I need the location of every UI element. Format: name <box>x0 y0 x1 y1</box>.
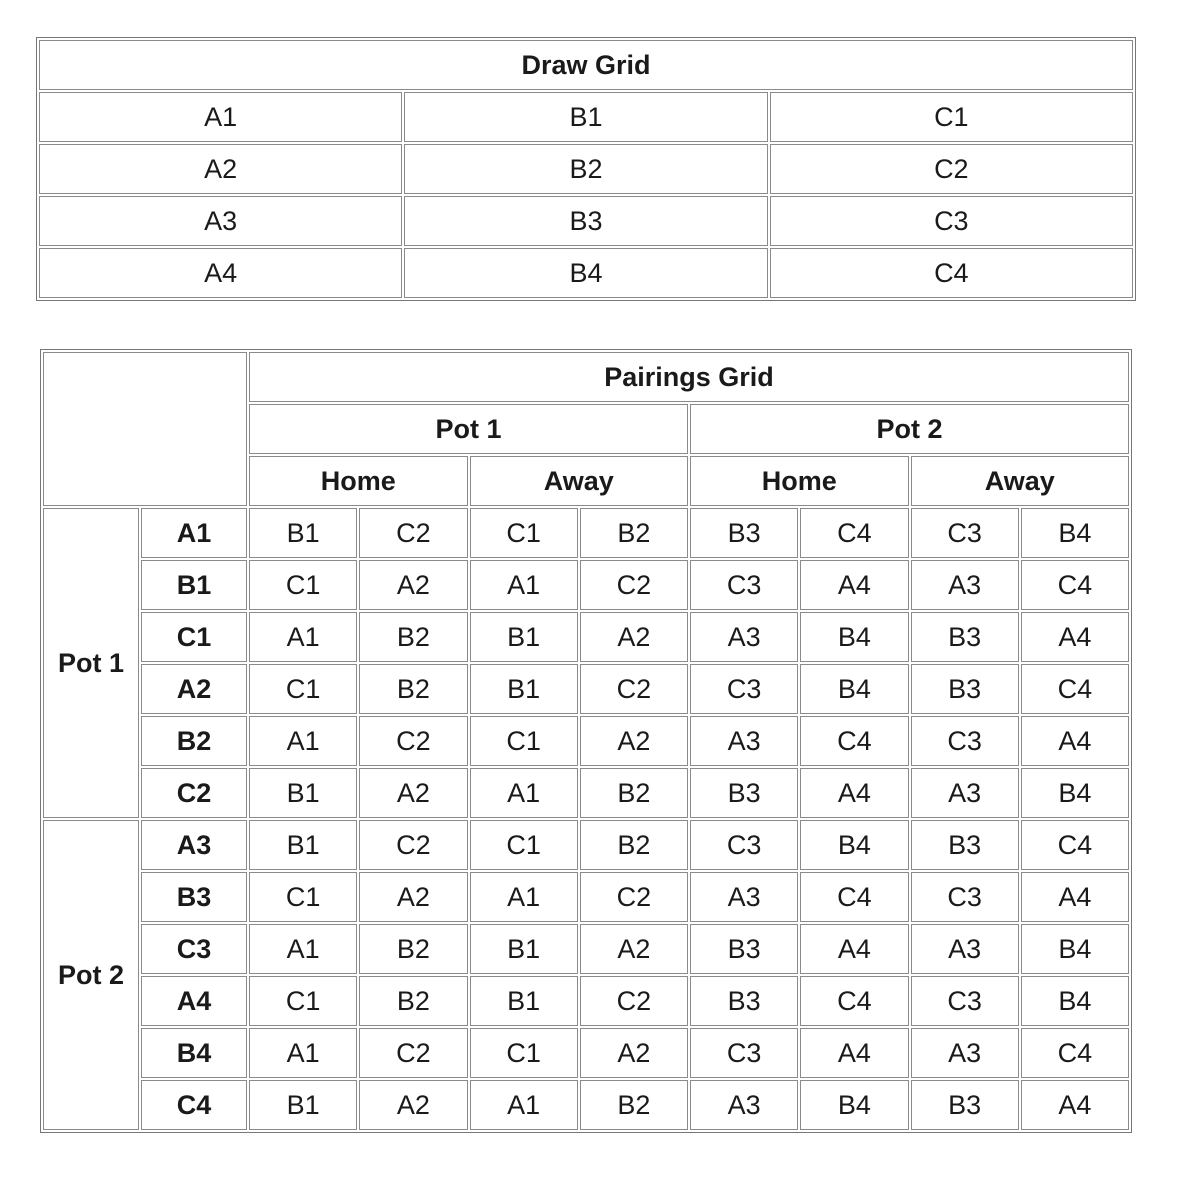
pairing-cell: C2 <box>359 716 467 766</box>
pairing-cell: A4 <box>1021 872 1129 922</box>
pairing-cell: B2 <box>359 612 467 662</box>
pairing-cell: B3 <box>911 664 1019 714</box>
pairing-cell: B2 <box>580 768 688 818</box>
pairing-cell: C4 <box>1021 820 1129 870</box>
draw-grid-row <box>39 196 1133 246</box>
pairing-cell: C3 <box>911 508 1019 558</box>
team-row-header: C4 <box>141 1080 247 1130</box>
pairings-row <box>43 976 1129 1026</box>
team-row-header: C1 <box>141 612 247 662</box>
pairing-cell: B4 <box>800 664 908 714</box>
pairing-cell: C3 <box>690 560 798 610</box>
pairing-cell: C2 <box>359 820 467 870</box>
pairing-cell: A2 <box>580 612 688 662</box>
pairing-cell: C2 <box>359 1028 467 1078</box>
pairing-cell: C1 <box>249 872 357 922</box>
pairing-cell: C4 <box>800 872 908 922</box>
pairing-cell: C3 <box>690 664 798 714</box>
pot-2-home-header: Home <box>690 456 909 506</box>
pairings-row <box>43 768 1129 818</box>
pairing-cell: B1 <box>470 664 578 714</box>
team-row-header: A4 <box>141 976 247 1026</box>
pairing-cell: C1 <box>470 1028 578 1078</box>
pairing-cell: C3 <box>690 820 798 870</box>
pairing-cell: A3 <box>690 872 798 922</box>
pairing-cell: A1 <box>249 716 357 766</box>
pairings-row <box>43 560 1129 610</box>
pairing-cell: B1 <box>249 1080 357 1130</box>
pairing-cell: B4 <box>1021 924 1129 974</box>
pairing-cell: A3 <box>911 1028 1019 1078</box>
draw-grid-title: Draw Grid <box>39 40 1133 90</box>
pairing-cell: C1 <box>470 716 578 766</box>
pairing-cell: B3 <box>911 820 1019 870</box>
pairing-cell: A4 <box>1021 1080 1129 1130</box>
pot-group-label: Pot 1 <box>43 508 139 818</box>
pairing-cell: B2 <box>359 924 467 974</box>
pairing-cell: B2 <box>580 508 688 558</box>
pairing-cell: B1 <box>249 768 357 818</box>
draw-grid-row <box>39 248 1133 298</box>
pairing-cell: A4 <box>1021 716 1129 766</box>
pairing-cell: B4 <box>1021 976 1129 1026</box>
pairing-cell: B2 <box>580 1080 688 1130</box>
pairing-cell: B4 <box>1021 508 1129 558</box>
pairing-cell: A1 <box>470 1080 578 1130</box>
pairing-cell: B1 <box>470 924 578 974</box>
pairing-cell: A3 <box>690 716 798 766</box>
pairings-row <box>43 508 1129 558</box>
pairing-cell: C1 <box>470 820 578 870</box>
draw-grid-cell: A1 <box>39 92 402 142</box>
pairings-row <box>43 1028 1129 1078</box>
pairing-cell: C2 <box>580 872 688 922</box>
team-row-header: B3 <box>141 872 247 922</box>
pairing-cell: B1 <box>470 976 578 1026</box>
pot-1-away-header: Away <box>470 456 689 506</box>
pairing-cell: A3 <box>911 768 1019 818</box>
pairings-grid-table <box>40 349 1132 1133</box>
pairings-row <box>43 716 1129 766</box>
pairing-cell: A1 <box>249 612 357 662</box>
pairing-cell: A3 <box>690 612 798 662</box>
draw-grid-row <box>39 92 1133 142</box>
pairing-cell: B4 <box>800 820 908 870</box>
pairing-cell: C3 <box>690 1028 798 1078</box>
pairing-cell: C2 <box>580 560 688 610</box>
pairing-cell: C1 <box>249 664 357 714</box>
pairing-cell: A2 <box>580 1028 688 1078</box>
pairing-cell: A3 <box>911 924 1019 974</box>
pot-1-header: Pot 1 <box>249 404 688 454</box>
pairing-cell: C3 <box>911 716 1019 766</box>
pairings-row <box>43 820 1129 870</box>
pairing-cell: A3 <box>690 1080 798 1130</box>
pairing-cell: A4 <box>800 1028 908 1078</box>
pairing-cell: A4 <box>1021 612 1129 662</box>
pairings-row <box>43 612 1129 662</box>
pairing-cell: B1 <box>470 612 578 662</box>
pairing-cell: C4 <box>800 976 908 1026</box>
team-row-header: C2 <box>141 768 247 818</box>
draw-grid-cell: A2 <box>39 144 402 194</box>
pairings-grid-title: Pairings Grid <box>249 352 1129 402</box>
pairing-cell: A2 <box>359 768 467 818</box>
pairing-cell: C3 <box>911 976 1019 1026</box>
pairing-cell: A2 <box>580 924 688 974</box>
draw-grid-row <box>39 144 1133 194</box>
team-row-header: B1 <box>141 560 247 610</box>
pairing-cell: B2 <box>359 664 467 714</box>
pairing-cell: B4 <box>1021 768 1129 818</box>
draw-grid-cell: A4 <box>39 248 402 298</box>
pairing-cell: C3 <box>911 872 1019 922</box>
pairing-cell: B3 <box>911 612 1019 662</box>
pairing-cell: A2 <box>580 716 688 766</box>
draw-grid-cell: C2 <box>770 144 1133 194</box>
team-row-header: A3 <box>141 820 247 870</box>
pairing-cell: A2 <box>359 560 467 610</box>
pairings-row <box>43 664 1129 714</box>
pairing-cell: A1 <box>249 924 357 974</box>
pairing-cell: C1 <box>249 560 357 610</box>
draw-grid-table <box>36 37 1136 301</box>
draw-grid-cell: C1 <box>770 92 1133 142</box>
pairing-cell: A4 <box>800 560 908 610</box>
draw-grid-cell: C3 <box>770 196 1133 246</box>
pairing-cell: C2 <box>580 664 688 714</box>
draw-grid-cell: B1 <box>404 92 767 142</box>
pairing-cell: A1 <box>470 872 578 922</box>
pairing-cell: A4 <box>800 768 908 818</box>
pairing-cell: B2 <box>580 820 688 870</box>
team-row-header: B4 <box>141 1028 247 1078</box>
pairing-cell: B1 <box>249 508 357 558</box>
team-row-header: A1 <box>141 508 247 558</box>
pairing-cell: A2 <box>359 1080 467 1130</box>
pairing-cell: B4 <box>800 1080 908 1130</box>
pairings-row <box>43 924 1129 974</box>
pairing-cell: A1 <box>470 560 578 610</box>
pairing-cell: C1 <box>249 976 357 1026</box>
pairing-cell: C4 <box>1021 664 1129 714</box>
pot-2-header: Pot 2 <box>690 404 1129 454</box>
pairing-cell: A3 <box>911 560 1019 610</box>
pairing-cell: A4 <box>800 924 908 974</box>
pairing-cell: C2 <box>359 508 467 558</box>
pairing-cell: B3 <box>690 924 798 974</box>
pot-group-label: Pot 2 <box>43 820 139 1130</box>
pairing-cell: A1 <box>470 768 578 818</box>
pairing-cell: C2 <box>580 976 688 1026</box>
draw-grid-cell: A3 <box>39 196 402 246</box>
draw-grid-cell: B3 <box>404 196 767 246</box>
empty-corner-cell <box>43 352 247 506</box>
team-row-header: B2 <box>141 716 247 766</box>
pot-1-home-header: Home <box>249 456 468 506</box>
pairing-cell: B3 <box>690 508 798 558</box>
draw-grid-cell: C4 <box>770 248 1133 298</box>
pairing-cell: C4 <box>800 716 908 766</box>
pairing-cell: C4 <box>1021 1028 1129 1078</box>
pairings-row <box>43 872 1129 922</box>
draw-grid-cell: B2 <box>404 144 767 194</box>
pairing-cell: A2 <box>359 872 467 922</box>
pairing-cell: B3 <box>911 1080 1019 1130</box>
pairing-cell: B3 <box>690 768 798 818</box>
team-row-header: C3 <box>141 924 247 974</box>
pairing-cell: C1 <box>470 508 578 558</box>
pairings-row <box>43 1080 1129 1130</box>
pairing-cell: B4 <box>800 612 908 662</box>
pot-2-away-header: Away <box>911 456 1130 506</box>
pairing-cell: C4 <box>800 508 908 558</box>
pairing-cell: A1 <box>249 1028 357 1078</box>
pairing-cell: C4 <box>1021 560 1129 610</box>
pairing-cell: B2 <box>359 976 467 1026</box>
team-row-header: A2 <box>141 664 247 714</box>
pairing-cell: B1 <box>249 820 357 870</box>
pairing-cell: B3 <box>690 976 798 1026</box>
draw-grid-cell: B4 <box>404 248 767 298</box>
